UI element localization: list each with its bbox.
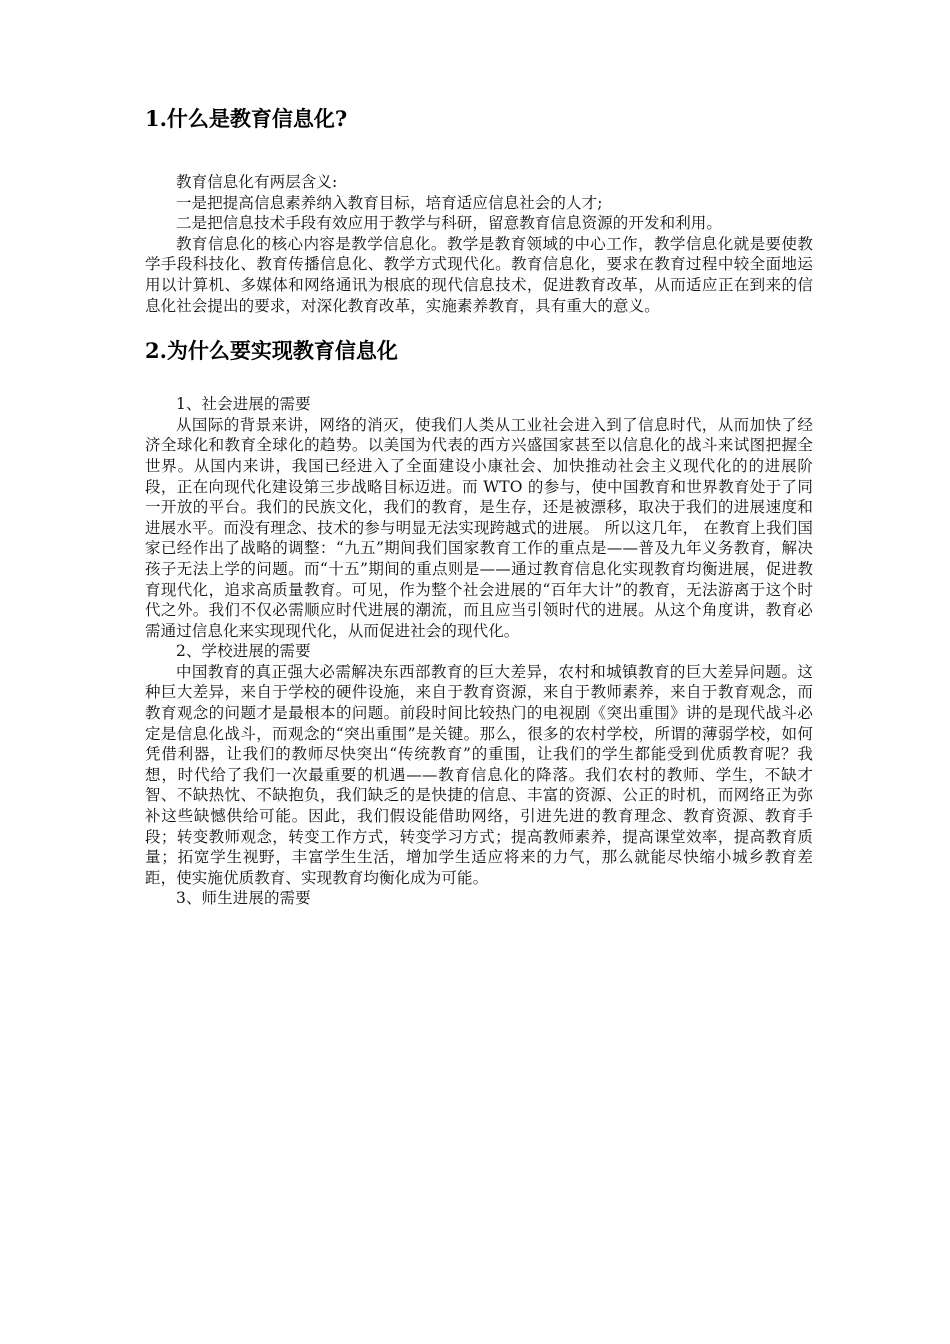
section-2-subheading: 1、社会进展的需要: [176, 395, 311, 414]
section-1-title: 1.什么是教育信息化?: [145, 106, 348, 131]
section-1-paragraph: 一是把提高信息素养纳入教育目标，培育适应信息社会的人才;: [176, 193, 603, 212]
section-2-title: 2.为什么要实现教育信息化: [145, 338, 398, 364]
section-1-paragraph: 二是把信息技术手段有效应用于教学与科研，留意教育信息资源的开发和利用。: [176, 214, 723, 233]
section-2-subheading: 3、师生进展的需要: [176, 889, 311, 908]
section-2-paragraph: 中国教育的真正强大必需解决东西部教育的巨大差异，农村和城镇教育的巨大差异问题。这种巨大差异，来自于学校的硬件设施，来自于教育资源，来自于教师素养，来自于教育观念，而教育观念的问题才是最根本的问题。前段时间比较热门的电视剧《突出重围》讲的是现代战斗必定是信息化战斗，而观念的“突出重围”是关键。那么，很多的农村学校，所谓的薄弱学校，如何凭借利器，让我们的教师尽快突出“传统教育”的重围，让我们的学生都能受到优质教育呢？我想，时代给了我们一次最重要的机遇——教育信息化的降落。我们农村的教师、学生，不缺才智、不缺热忱、不缺抱负，我们缺乏的是快捷的信息、丰富的资源、公正的时机，而网络正为弥补这些缺憾供给可能。因此，我们假设能借助网络，引进先进的教育理念、教育资源、教育手段；转变教师观念，转变工作方式，转变学习方式；提高教师素养，提高课堂效率，提高教育质量；拓宽学生视野，丰富学生生活，增加学生适应将来的力气，那么就能尽快缩小城乡教育差距，使实施优质教育、实现教育均衡化成为可能。: [145, 662, 813, 887]
document-page: [145, 94, 813, 909]
section-2-paragraph: 从国际的背景来讲，网络的消灭，使我们人类从工业社会进入到了信息时代，从而加快了经济全球化和教育全球化的趋势。以美国为代表的西方兴盛国家甚至以信息化的战斗来试图把握全世界。从国内来讲，我国已经进入了全面建设小康社会、加快推动社会主义现代化的的进展阶段，正在向现代化建设第三步战略目标迈进。而 WTO 的参与，使中国教育和世界教育处于了同一开放的平台。我们的民族文化，我们的教育，是生存，还是被漂移，取决于我们的进展速度和进展水平。而没有理念、技术的参与明显无法实现跨越式的进展。 所以这几年， 在教育上我们国家已经作出了战略的调整：“九五”期间我们国家教育工作的重点是——普及九年义务教育，解决孩子无法上学的问题。而“十五”期间的重点则是——通过教育信息化实现教育均衡进展，促进教育现代化，追求高质量教育。可见，作为整个社会进展的“百年大计”的教育，无法游离于这个时代之外。我们不仅必需顺应时代进展的潮流，而且应当引领时代的进展。从这个角度讲，教育必需通过信息化来实现现代化，从而促进社会的现代化。: [145, 415, 813, 640]
section-2-subheading: 2、学校进展的需要: [176, 642, 311, 661]
section-1-paragraph: 教育信息化有两层含义:: [176, 173, 338, 191]
section-1-paragraph: 教育信息化的核心内容是教学信息化。教学是教育领域的中心工作，教学信息化就是要使教学手段科技化、教育传播信息化、教学方式现代化。教育信息化，要求在教育过程中较全面地运用以计算机、多媒体和网络通讯为根底的现代信息技术，促进教育改革，从而适应正在到来的信息化社会提出的要求，对深化教育改革，实施素养教育，具有重大的意义。: [145, 234, 813, 315]
